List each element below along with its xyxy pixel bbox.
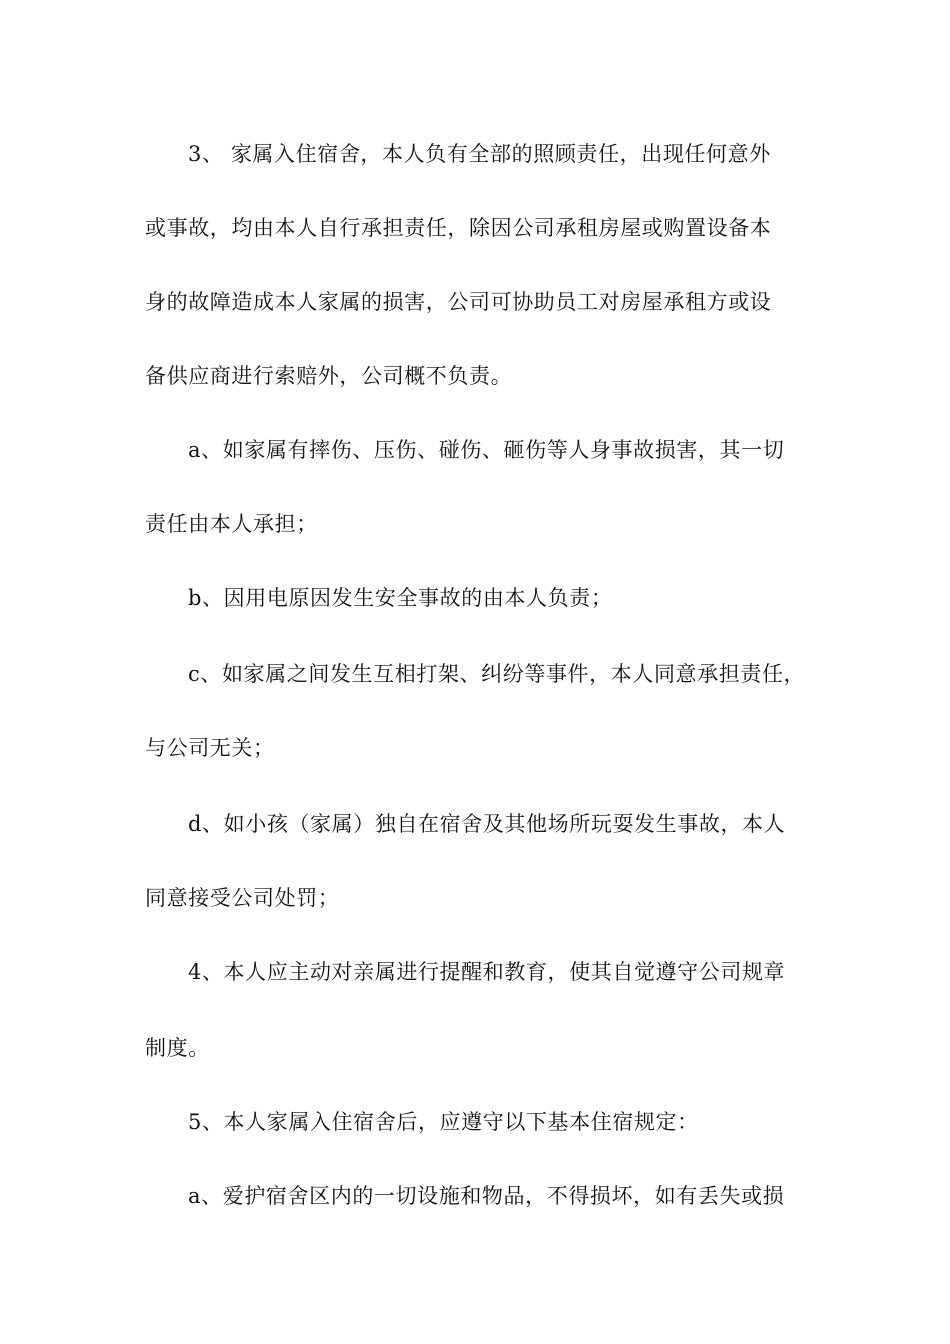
paragraph-4-line-2: 制度。 [145, 1036, 210, 1060]
item-a-line-2: 责任由本人承担； [145, 512, 318, 536]
item-b-line-1: b、因用电原因发生安全事故的由本人负责； [188, 586, 613, 610]
paragraph-5-line-1: 5、本人家属入住宿舍后，应遵守以下基本住宿规定： [188, 1110, 699, 1134]
item-c-line-2: 与公司无关； [145, 736, 275, 760]
paragraph-4-line-1: 4、本人应主动对亲属进行提醒和教育，使其自觉遵守公司规章 [188, 960, 786, 984]
item-a-line-1: a、如家属有摔伤、压伤、碰伤、砸伤等人身事故损害，其一切 [188, 438, 785, 462]
paragraph-3-line-3: 身的故障造成本人家属的损害，公司可协助员工对房屋承租方或设 [145, 290, 772, 314]
item-d-line-2: 同意接受公司处罚； [145, 886, 340, 910]
paragraph-3-line-2: 或事故，均由本人自行承担责任，除因公司承租房屋或购置设备本 [145, 216, 772, 240]
item-5a-line-1: a、爱护宿舍区内的一切设施和物品，不得损坏，如有丢失或损 [188, 1184, 785, 1208]
item-d-line-1: d、如小孩（家属）独自在宿舍及其他场所玩耍发生事故，本人 [188, 812, 786, 836]
item-c-line-1: c、如家属之间发生互相打架、纠纷等事件，本人同意承担责任， [188, 662, 806, 686]
paragraph-3-line-4: 备供应商进行索赔外，公司概不负责。 [145, 364, 513, 388]
paragraph-3-line-1: 3、 家属入住宿舍，本人负有全部的照顾责任，出现任何意外 [188, 142, 771, 166]
